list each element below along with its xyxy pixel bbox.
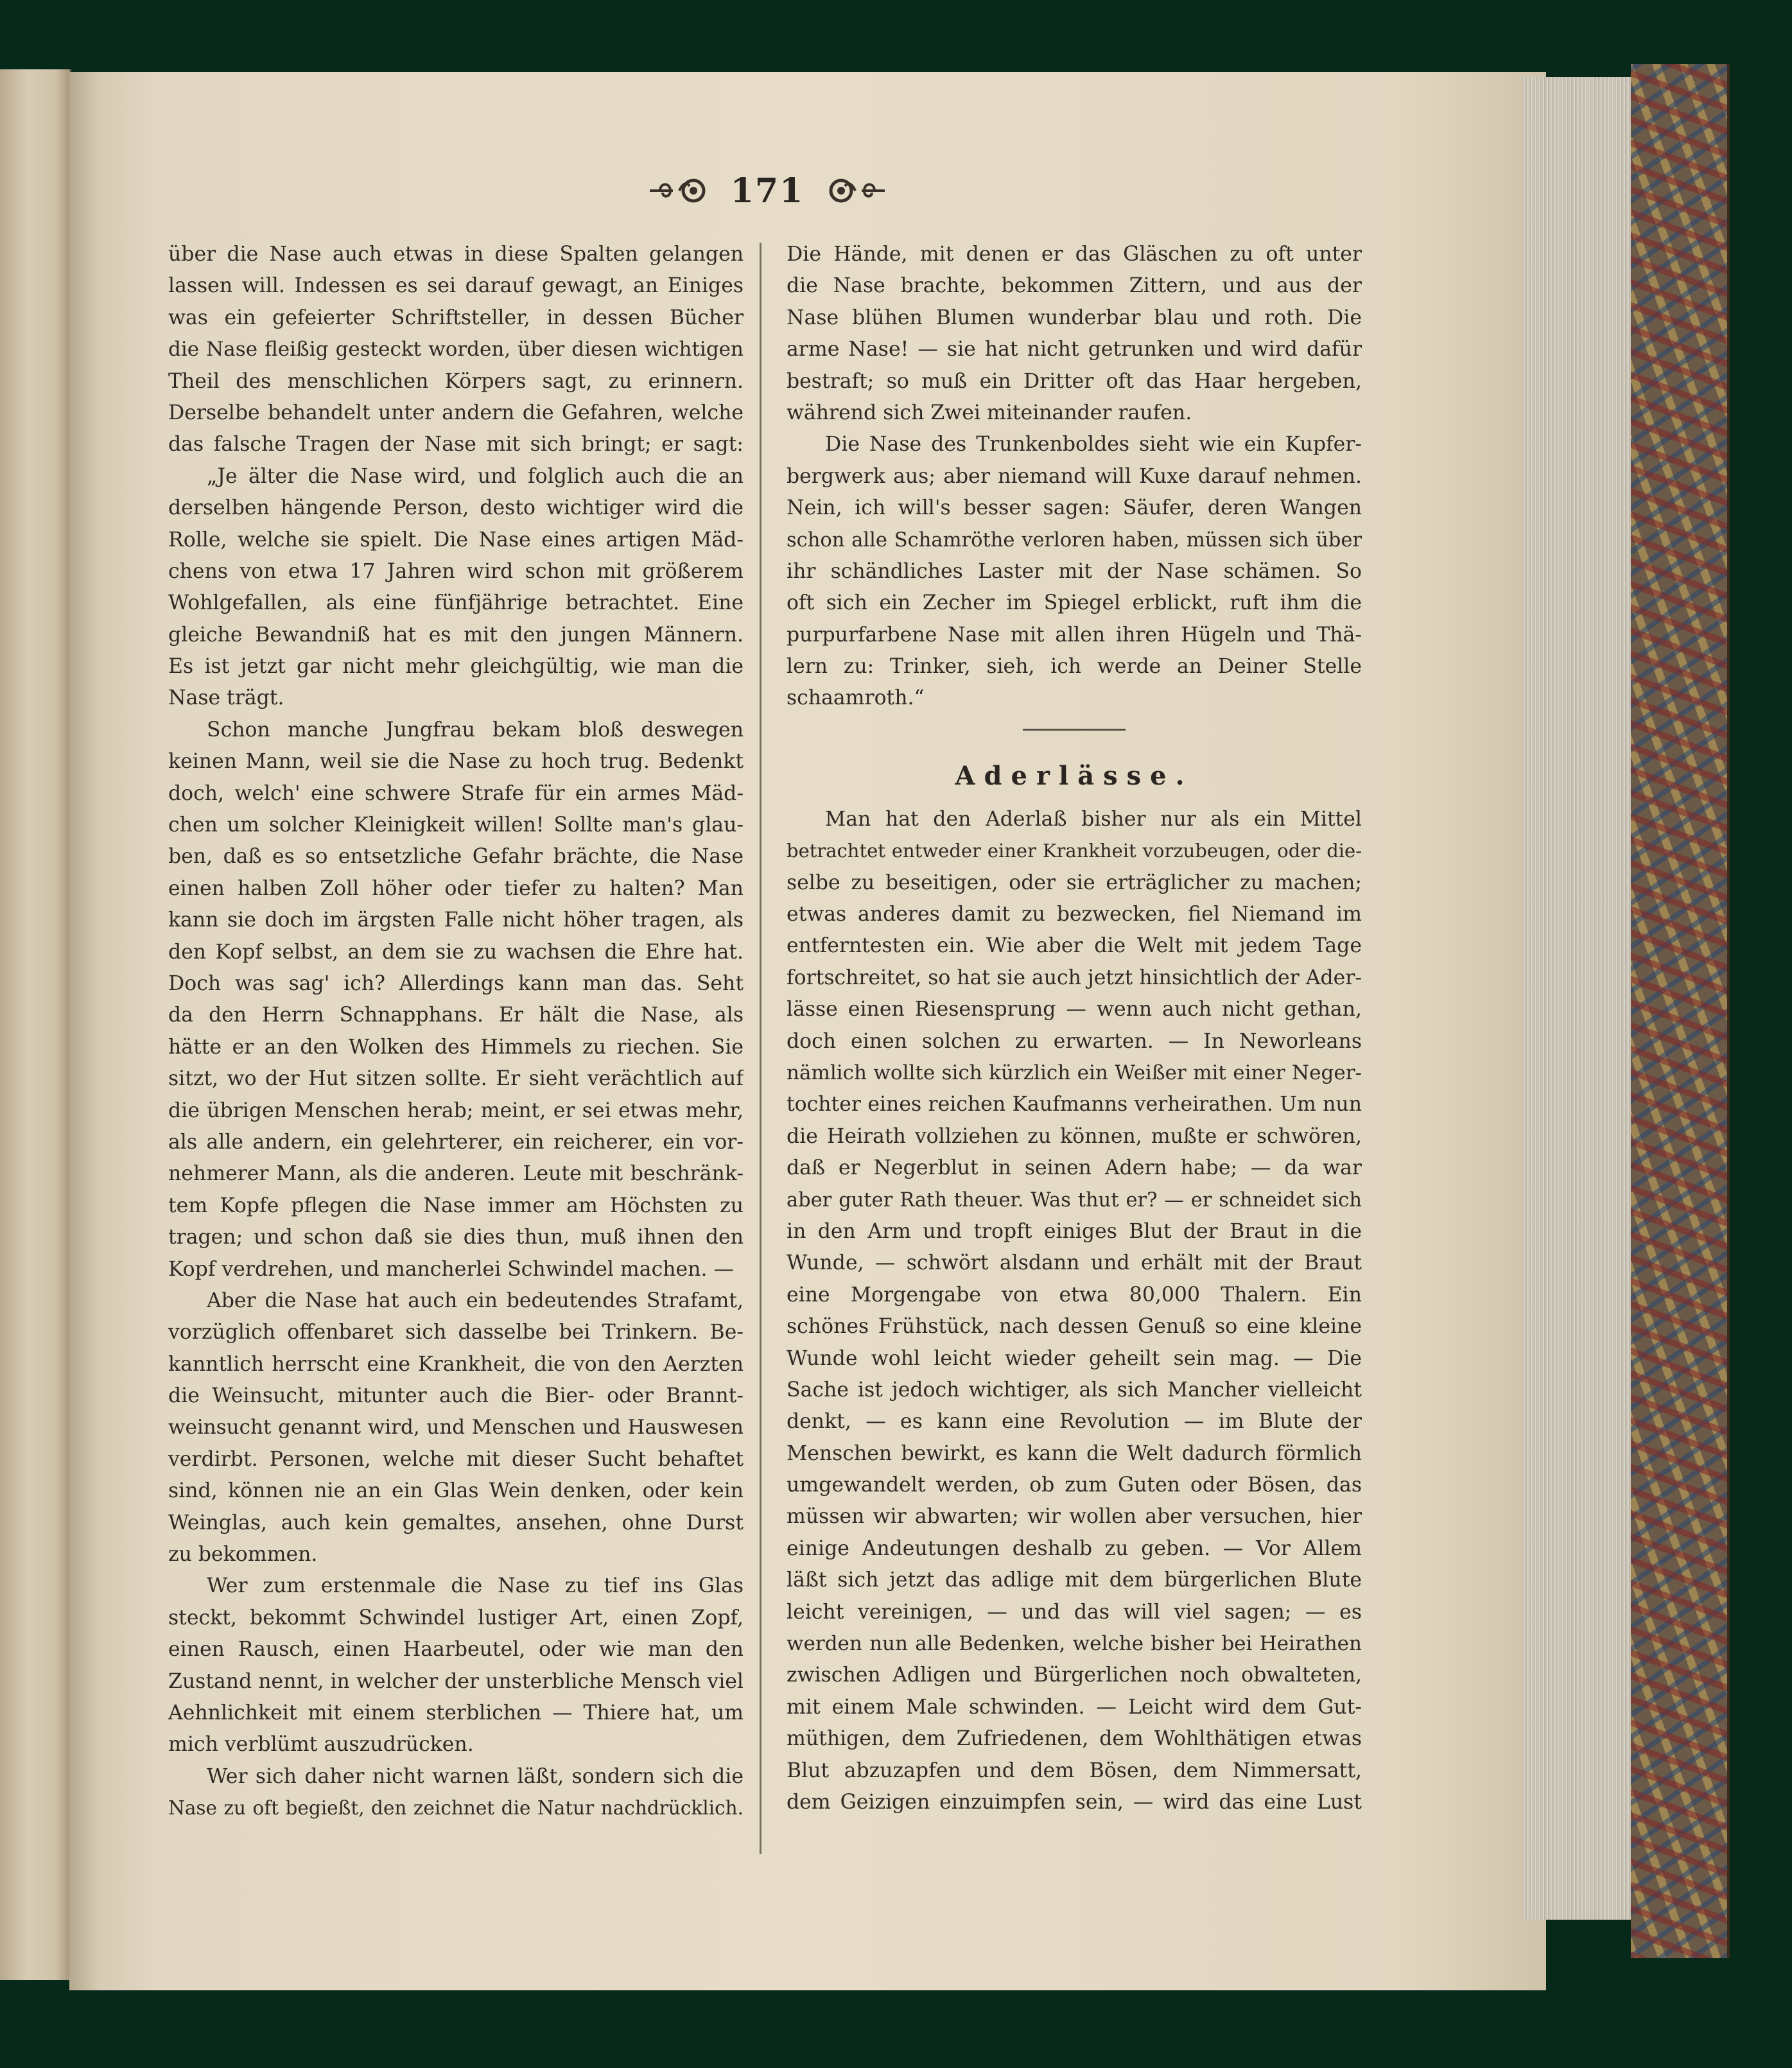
text-line: den Kopf selbst, an dem sie zu wachsen die Ehre hat. <box>168 940 744 964</box>
text-line: zwischen Adligen und Bürgerlichen noch obwalteten, <box>787 1664 1362 1687</box>
marbled-cover <box>1631 64 1730 1958</box>
text-line: lässe einen Riesensprung — wenn auch nicht gethan, <box>787 998 1362 1021</box>
text-line: die Heirath vollziehen zu können, mußte er schwören, <box>787 1124 1362 1148</box>
text-line: Wunde, — schwört alsdann und erhält mit der Braut <box>787 1251 1362 1275</box>
text-line: gleiche Bewandniß hat es mit den jungen Männern. <box>168 623 744 647</box>
text-line: einen halben Zoll höher oder tiefer zu halten? Man <box>168 876 744 900</box>
text-line: fortschreitet, so hat sie auch jetzt hinsichtlich der Ader- <box>787 966 1362 989</box>
ornament-right-icon <box>823 175 887 207</box>
text-line: Nein, ich will's besser sagen: Säufer, deren Wangen <box>787 496 1362 520</box>
text-line: lern zu: Trinker, sieh, ich werde an Deiner Stelle <box>787 655 1362 679</box>
text-line: Menschen bewirkt, es kann die Welt dadurch förmlich <box>787 1441 1362 1465</box>
text-line: nämlich wollte sich kürzlich ein Weißer mit einer Neger- <box>787 1061 1362 1084</box>
text-line: kann sie doch im ärgsten Falle nicht höher tragen, als <box>168 908 744 932</box>
text-line: oft sich ein Zecher im Spiegel erblickt, ruft ihm die <box>787 591 1362 615</box>
text-line: in den Arm und tropft einiges Blut der Braut in die <box>787 1219 1362 1243</box>
text-line: eine Morgengabe von etwa 80,000 Thalern. Ein <box>787 1283 1362 1307</box>
text-line: weinsucht genannt wird, und Menschen und Hauswesen <box>168 1416 744 1439</box>
left-facing-page <box>0 69 71 1980</box>
text-line: schönes Frühstück, nach dessen Genuß so eine kleine <box>787 1315 1362 1339</box>
section-divider <box>1023 729 1126 731</box>
page-header <box>620 168 915 213</box>
text-line: Wer sich daher nicht warnen läßt, sondern sich die <box>207 1764 744 1788</box>
text-line: tem Kopfe pflegen die Nase immer am Höchsten zu <box>168 1194 744 1217</box>
text-line: schaamroth.“ <box>787 686 925 710</box>
text-line: bestraft; so muß ein Dritter oft das Haar hergeben, <box>787 369 1362 393</box>
text-line: werden nun alle Bedenken, welche bisher bei Heirathen <box>787 1632 1362 1656</box>
text-line: das falsche Tragen der Nase mit sich bringt; er sagt: <box>168 433 744 456</box>
text-line: Wer zum erstenmale die Nase zu tief ins Glas <box>207 1574 744 1598</box>
text-line: kanntlich herrscht eine Krankheit, die von den Aerzten <box>168 1352 744 1376</box>
section-title: Aderlässe. <box>955 760 1194 791</box>
text-line: purpurfarbene Nase mit allen ihren Hügeln und Thä- <box>787 623 1362 647</box>
text-line: mich verblümt auszudrücken. <box>168 1733 474 1757</box>
text-line: die übrigen Menschen herab; meint, er sei etwas mehr, <box>168 1099 744 1122</box>
text-line: die Nase fleißig gesteckt worden, über diesen wichtigen <box>168 338 744 361</box>
text-line: Rolle, welche sie spielt. Die Nase eines artigen Mäd- <box>168 528 744 552</box>
text-line: Blut abzuzapfen und dem Bösen, dem Nimmersatt, <box>787 1759 1362 1782</box>
text-line: verdirbt. Personen, welche mit dieser Sucht behaftet <box>168 1447 744 1471</box>
text-line: Nase trägt. <box>168 686 284 710</box>
text-line: Nase zu oft begießt, den zeichnet die Natur nachdrücklich. <box>168 1797 744 1820</box>
text-line: tochter eines reichen Kaufmanns verheirathen. Um nun <box>787 1093 1362 1117</box>
text-line: über die Nase auch etwas in diese Spalten gelangen <box>168 243 744 266</box>
text-line: Derselbe behandelt unter andern die Gefahren, welche <box>168 401 744 424</box>
text-line: dem Geizigen einzuimpfen sein, — wird das eine Lust <box>787 1790 1362 1814</box>
text-line: da den Herrn Schnapphans. Er hält die Nase, als <box>168 1004 744 1027</box>
text-line: etwas anderes damit zu bezwecken, fiel Niemand im <box>787 903 1362 926</box>
text-line: lassen will. Indessen es sei darauf gewagt, an Einiges <box>168 274 744 298</box>
text-line: die Weinsucht, mitunter auch die Bier- oder Brannt- <box>168 1384 744 1408</box>
text-line: Wohlgefallen, als eine fünfjährige betrachtet. Eine <box>168 591 744 615</box>
text-line: ben, daß es so entsetzliche Gefahr brächte, die Nase <box>168 845 744 869</box>
text-line: keinen Mann, weil sie die Nase zu hoch trug. Bedenkt <box>168 750 744 774</box>
text-line: Zustand nennt, in welcher der unsterbliche Mensch viel <box>168 1669 744 1693</box>
text-line: Aehnlichkeit mit einem sterblichen — Thiere hat, um <box>168 1701 744 1725</box>
text-line: ihr schändliches Laster mit der Nase schämen. So <box>787 559 1362 583</box>
text-line: leicht vereinigen, — und das will viel sagen; — es <box>787 1600 1362 1624</box>
text-line: Schon manche Jungfrau bekam bloß deswegen <box>207 718 744 742</box>
text-line: Weinglas, auch kein gemaltes, ansehen, ohne Durst <box>168 1511 744 1534</box>
text-line: schon alle Schamröthe verloren haben, müssen sich über <box>787 528 1362 552</box>
text-line: tragen; und schon daß sie dies thun, muß ihnen den <box>168 1226 744 1249</box>
text-line: Die Hände, mit denen er das Gläschen zu oft unter <box>787 243 1362 266</box>
text-line: „Je älter die Nase wird, und folglich auch die an <box>207 464 744 488</box>
text-line: umgewandelt werden, ob zum Guten oder Bösen, das <box>787 1473 1362 1497</box>
text-line: hätte er an den Wolken des Himmels zu riechen. Sie <box>168 1035 744 1059</box>
text-line: chens von etwa 17 Jahren wird schon mit größerem <box>168 559 744 583</box>
text-line: doch, welch' eine schwere Strafe für ein armes Mäd- <box>168 781 744 805</box>
text-line: selbe zu beseitigen, oder sie erträglicher zu machen; <box>787 871 1362 894</box>
aderlaesse-article-text <box>787 804 1362 1819</box>
text-line: doch einen solchen zu erwarten. — In Neworleans <box>787 1029 1362 1053</box>
text-line: Aber die Nase hat auch ein bedeutendes Strafamt, <box>207 1289 744 1312</box>
text-line: müthigen, dem Zufriedenen, dem Wohlthätigen etwas <box>787 1727 1362 1751</box>
column-divider <box>760 243 761 1854</box>
text-line: betrachtet entweder einer Krankheit vorzubeugen, oder die- <box>787 840 1362 862</box>
text-line: nehmerer Mann, als die anderen. Leute mit beschränk- <box>168 1162 744 1186</box>
text-line: als alle andern, ein gelehrterer, ein reicherer, ein vor- <box>168 1130 744 1154</box>
text-line: denkt, — es kann eine Revolution — im Blute der <box>787 1410 1362 1434</box>
text-line: aber guter Rath theuer. Was thut er? — er schneidet sich <box>787 1188 1362 1212</box>
text-line: vorzüglich offenbaret sich dasselbe bei Trinkern. Be- <box>168 1321 744 1344</box>
ornament-left-icon <box>647 175 711 207</box>
text-line: arme Nase! — sie hat nicht getrunken und wird dafür <box>787 338 1362 361</box>
text-line: Die Nase des Trunkenboldes sieht wie ein Kupfer- <box>825 433 1362 456</box>
text-line: Sache ist jedoch wichtiger, als sich Mancher vielleicht <box>787 1378 1362 1402</box>
right-column-text <box>787 239 1362 1818</box>
left-column-text <box>168 239 744 1825</box>
text-line: steckt, bekommt Schwindel lustiger Art, einen Zopf, <box>168 1606 744 1629</box>
text-line: derselben hängende Person, desto wichtiger wird die <box>168 496 744 520</box>
text-line: sind, können nie an ein Glas Wein denken, oder kein <box>168 1479 744 1503</box>
text-line: einen Rausch, einen Haarbeutel, oder wie man den <box>168 1638 744 1662</box>
text-line: läßt sich jetzt das adlige mit dem bürgerlichen Blute <box>787 1568 1362 1592</box>
text-line: Kopf verdrehen, und mancherlei Schwindel machen. — <box>168 1257 734 1281</box>
text-line: Es ist jetzt gar nicht mehr gleichgültig, wie man die <box>168 655 744 679</box>
text-line: Man hat den Aderlaß bisher nur als ein Mittel <box>825 807 1362 831</box>
text-line: einige Andeutungen deshalb zu geben. — Vor Allem <box>787 1536 1362 1560</box>
text-line: daß er Negerblut in seinen Adern habe; — da war <box>787 1156 1362 1180</box>
right-column-continuation <box>787 239 1362 715</box>
page-edges <box>1522 77 1637 1920</box>
text-line: sitzt, wo der Hut sitzen sollte. Er sieht verächtlich auf <box>168 1067 744 1091</box>
text-line: Nase blühen Blumen wunderbar blau und roth. Die <box>787 306 1362 329</box>
text-line: die Nase brachte, bekommen Zittern, und aus der <box>787 274 1362 298</box>
text-line: zu bekommen. <box>168 1543 318 1567</box>
text-line: müssen wir abwarten; wir wollen aber versuchen, hier <box>787 1505 1362 1529</box>
page-number: 171 <box>730 171 805 211</box>
text-line: was ein gefeierter Schriftsteller, in dessen Bücher <box>168 306 744 329</box>
text-line: Theil des menschlichen Körpers sagt, zu erinnern. <box>168 369 744 393</box>
text-line: chen um solcher Kleinigkeit willen! Sollte man's glau- <box>168 813 744 837</box>
text-line: bergwerk aus; aber niemand will Kuxe darauf nehmen. <box>787 464 1362 488</box>
text-line: entferntesten ein. Wie aber die Welt mit jedem Tage <box>787 934 1362 958</box>
text-line: Wunde wohl leicht wieder geheilt sein mag. — Die <box>787 1346 1362 1370</box>
text-line: Doch was sag' ich? Allerdings kann man das. Seht <box>168 971 744 995</box>
text-line: mit einem Male schwinden. — Leicht wird dem Gut- <box>787 1695 1362 1719</box>
text-line: während sich Zwei miteinander raufen. <box>787 401 1192 424</box>
